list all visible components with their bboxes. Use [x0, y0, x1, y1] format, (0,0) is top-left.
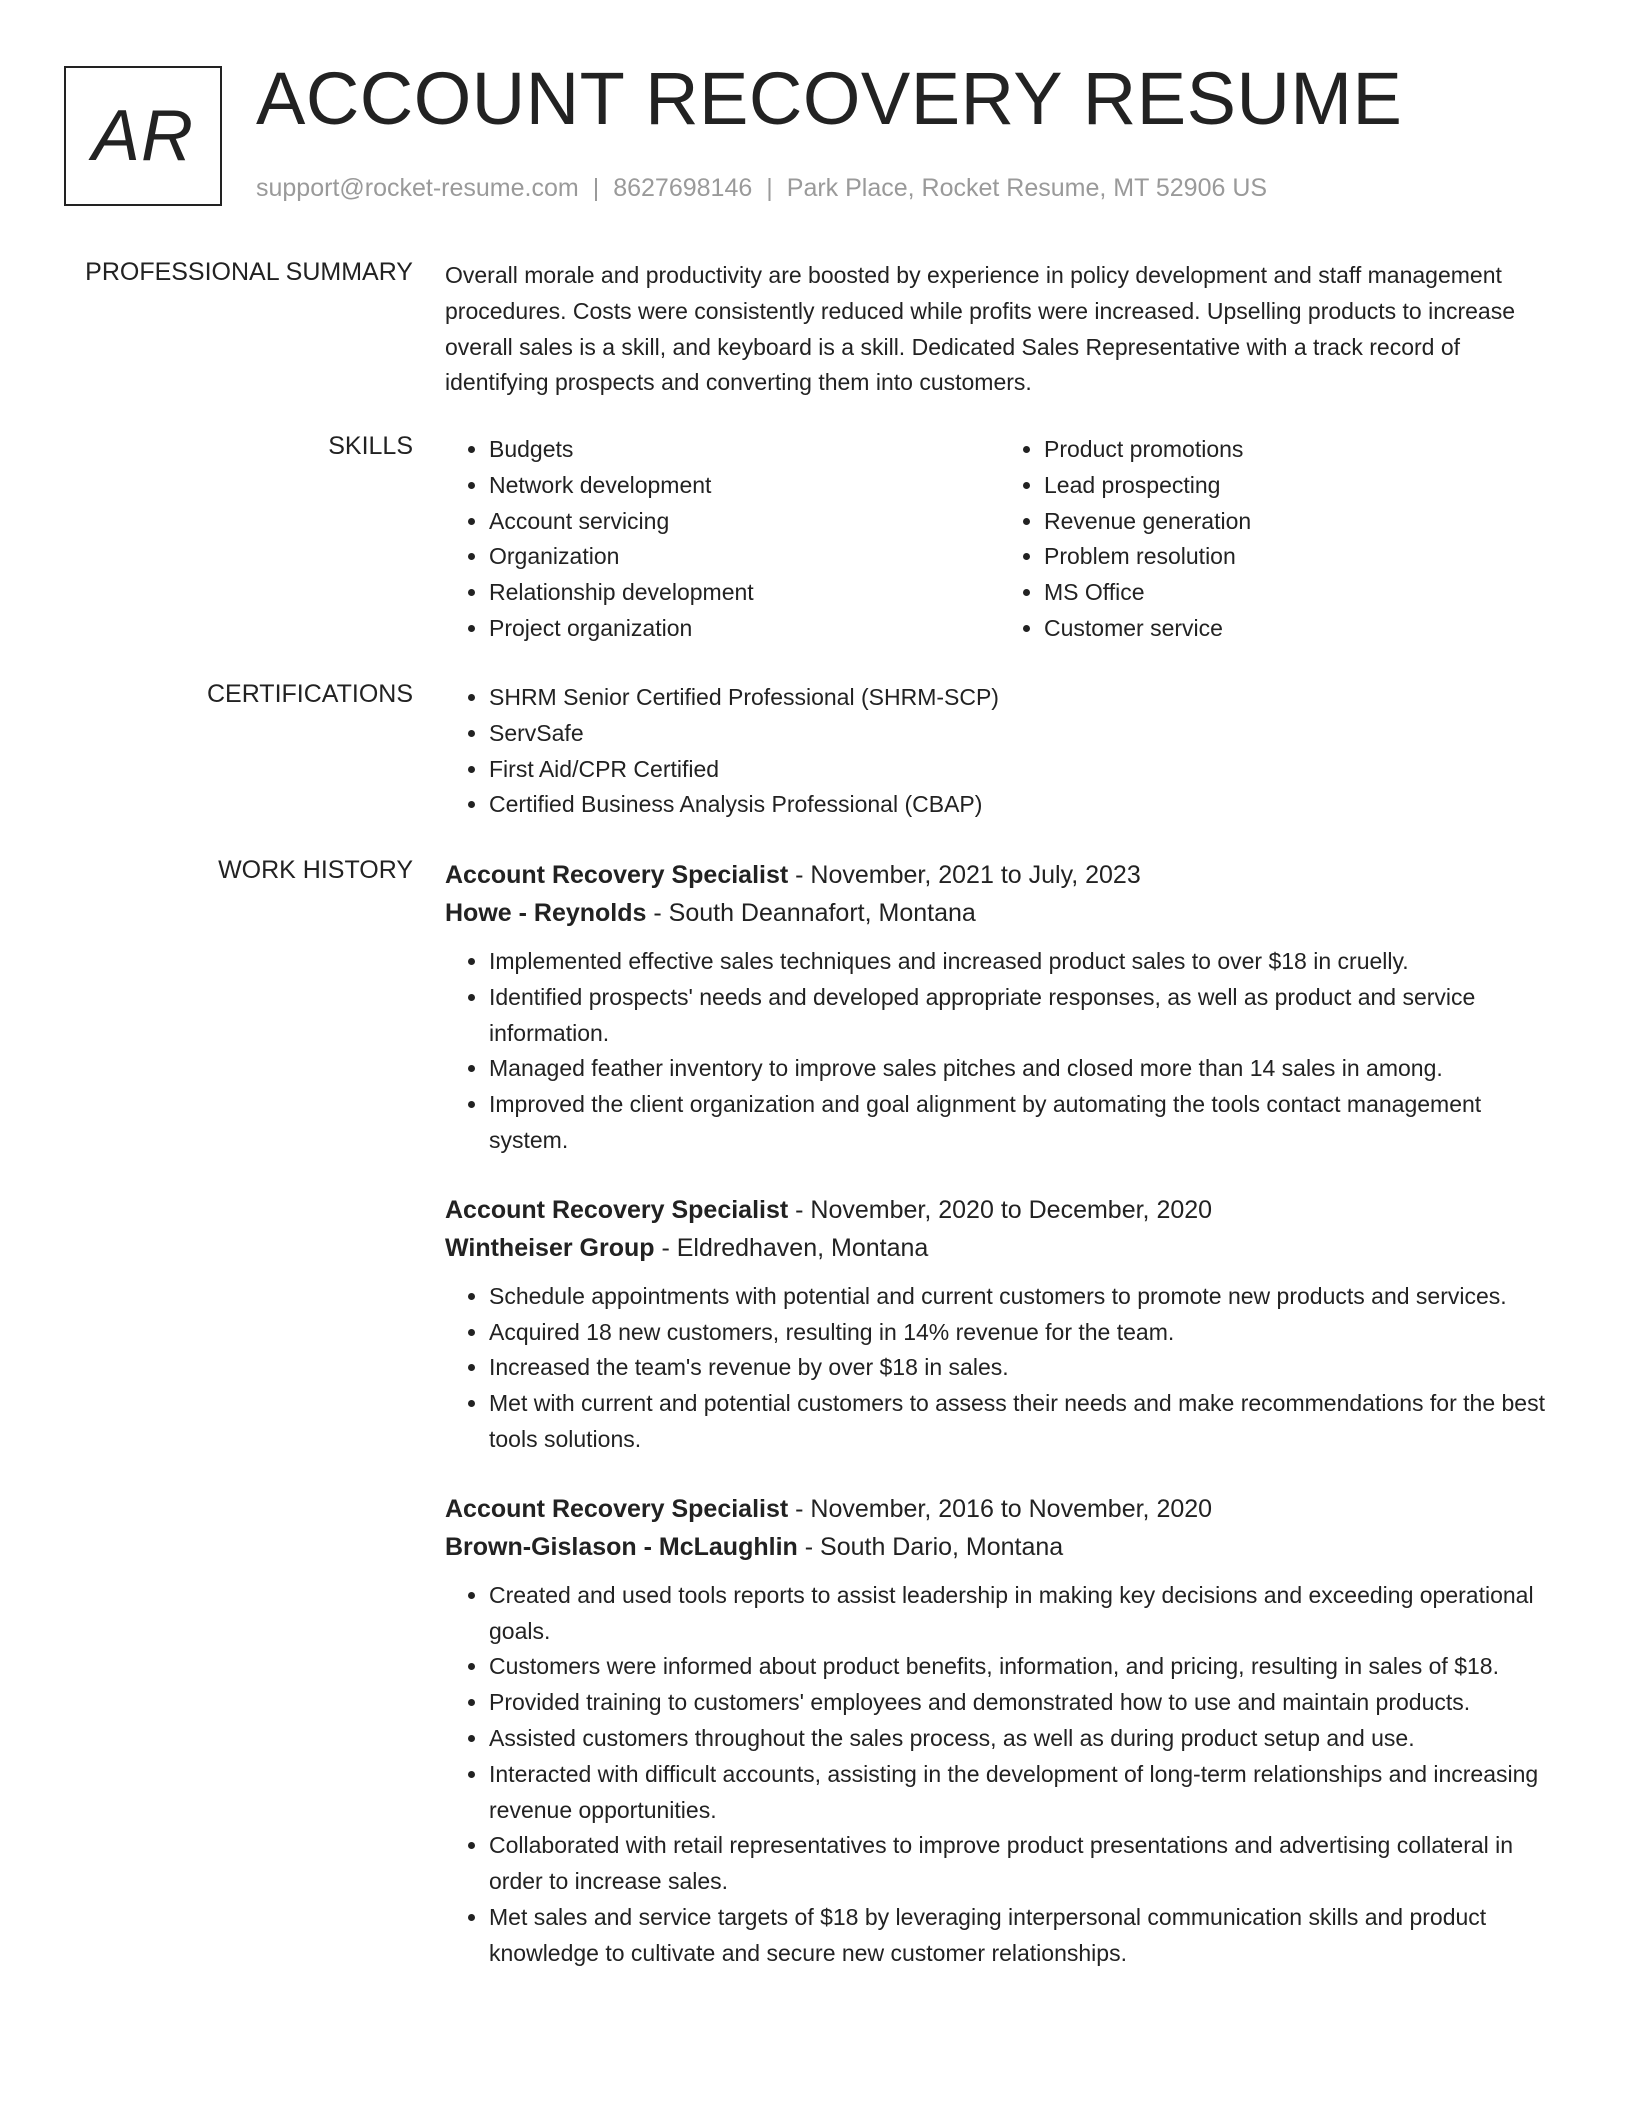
job-location: - South Dario, Montana	[797, 1532, 1064, 1561]
job-location: - Eldredhaven, Montana	[654, 1233, 929, 1262]
work-history-body	[445, 856, 1555, 2004]
certifications-list	[445, 680, 1555, 823]
job-company: Howe - Reynolds	[445, 899, 647, 927]
contact-address: Park Place, Rocket Resume, MT 52906 US	[786, 174, 1268, 202]
job-bullet: • Acquired 18 new customers, resulting in 14% revenue for the team.	[489, 1315, 1555, 1351]
summary-body	[445, 258, 1555, 401]
skill-item: • Project organization	[489, 611, 1000, 647]
job-dates: - November, 2016 to November, 2020	[788, 1494, 1213, 1523]
job-title: Account Recovery Specialist	[445, 861, 789, 889]
skills-grid	[445, 432, 1555, 647]
skill-item: • Network development	[489, 468, 1000, 504]
job-bullet: • Assisted customers throughout the sales process, as well as during product setup and use.	[489, 1721, 1555, 1757]
skill-item: • MS Office	[1044, 575, 1555, 611]
contact-separator: |	[592, 174, 600, 202]
contact-separator: |	[766, 174, 773, 202]
job-bullets	[445, 1279, 1555, 1458]
job-bullet: • Increased the team's revenue by over $18 in sales.	[489, 1350, 1555, 1386]
skills-list-left	[445, 432, 1000, 647]
job-entry	[445, 1490, 1555, 1972]
certifications-body	[445, 680, 1555, 823]
job-title-line	[445, 856, 1555, 894]
job-title: Account Recovery Specialist	[445, 1494, 789, 1523]
job-bullets	[445, 944, 1555, 1159]
resume-title: ACCOUNT RECOVERY RESUME	[256, 57, 1403, 140]
job-dates: - November, 2021 to July, 2023	[788, 861, 1141, 889]
job-entry	[445, 856, 1555, 1159]
skill-item: • Revenue generation	[1044, 504, 1555, 540]
job-title-line	[445, 1191, 1555, 1229]
job-bullet: • Implemented effective sales techniques and increased product sales to over $18 in cruelly.	[489, 944, 1555, 980]
job-title-line	[445, 1490, 1555, 1528]
job-bullet: • Customers were informed about product benefits, information, and pricing, resulting in sales of $18.	[489, 1649, 1555, 1685]
job-bullet: • Schedule appointments with potential and current customers to promote new products and services.	[489, 1279, 1555, 1315]
summary-text: Overall morale and productivity are boosted by experience in policy development and staff management procedures. Costs were consistently reduced while profits were increased. Upselling products to increase overall sales is a skill, and keyboard is a skill. Dedicated Sales Representative with a track record of identifying prospects and converting them into customers.	[445, 262, 1516, 396]
job-company-line	[445, 1229, 1555, 1267]
job-company: Wintheiser Group	[445, 1233, 655, 1262]
job-title: Account Recovery Specialist	[445, 1195, 789, 1224]
skill-item: • Problem resolution	[1044, 539, 1555, 575]
contact-email[interactable]: support@rocket-resume.com	[256, 174, 579, 202]
job-bullet: • Interacted with difficult accounts, assisting in the development of long-term relationships and increasing revenue opportunities.	[489, 1757, 1555, 1829]
job-dates: - November, 2020 to December, 2020	[788, 1195, 1213, 1224]
certification-item: • First Aid/CPR Certified	[489, 752, 1555, 788]
contact-line	[256, 174, 1267, 203]
certification-item: • SHRM Senior Certified Professional (SHRM-SCP)	[489, 680, 1555, 716]
contact-phone: 8627698146	[613, 174, 753, 202]
certifications-heading: CERTIFICATIONS	[206, 680, 413, 708]
job-bullet: • Met with current and potential customers to assess their needs and make recommendations for the best tools solutions.	[489, 1386, 1555, 1458]
skill-item: • Relationship development	[489, 575, 1000, 611]
skill-item: • Budgets	[489, 432, 1000, 468]
job-bullet: • Created and used tools reports to assist leadership in making key decisions and exceeding operational goals.	[489, 1578, 1555, 1650]
job-bullet: • Provided training to customers' employees and demonstrated how to use and maintain products.	[489, 1685, 1555, 1721]
job-bullet: • Improved the client organization and goal alignment by automating the tools contact management system.	[489, 1087, 1555, 1159]
certification-item: • Certified Business Analysis Professional (CBAP)	[489, 787, 1555, 823]
skills-list-right	[1000, 432, 1555, 647]
certification-item: • ServSafe	[489, 716, 1555, 752]
monogram-logo: AR	[64, 66, 222, 206]
job-company-line	[445, 894, 1555, 932]
skills-heading: SKILLS	[328, 432, 413, 460]
skill-item: • Customer service	[1044, 611, 1555, 647]
job-bullet: • Collaborated with retail representatives to improve product presentations and advertising collateral in order to increase sales.	[489, 1828, 1555, 1900]
job-company-line	[445, 1528, 1555, 1566]
skill-item: • Organization	[489, 539, 1000, 575]
summary-heading: PROFESSIONAL SUMMARY	[85, 258, 413, 286]
skill-item: • Product promotions	[1044, 432, 1555, 468]
work-history-heading: WORK HISTORY	[218, 856, 413, 884]
job-bullet: • Identified prospects' needs and developed appropriate responses, as well as product and service information.	[489, 980, 1555, 1052]
job-bullet: • Met sales and service targets of $18 by leveraging interpersonal communication skills and product knowledge to cultivate and secure new customer relationships.	[489, 1900, 1555, 1972]
job-bullets	[445, 1578, 1555, 1972]
skill-item: • Account servicing	[489, 504, 1000, 540]
job-company: Brown-Gislason - McLaughlin	[445, 1532, 798, 1561]
job-location: - South Deannafort, Montana	[646, 899, 976, 927]
job-entry	[445, 1191, 1555, 1458]
job-bullet: • Managed feather inventory to improve sales pitches and closed more than 14 sales in among.	[489, 1051, 1555, 1087]
skill-item: • Lead prospecting	[1044, 468, 1555, 504]
